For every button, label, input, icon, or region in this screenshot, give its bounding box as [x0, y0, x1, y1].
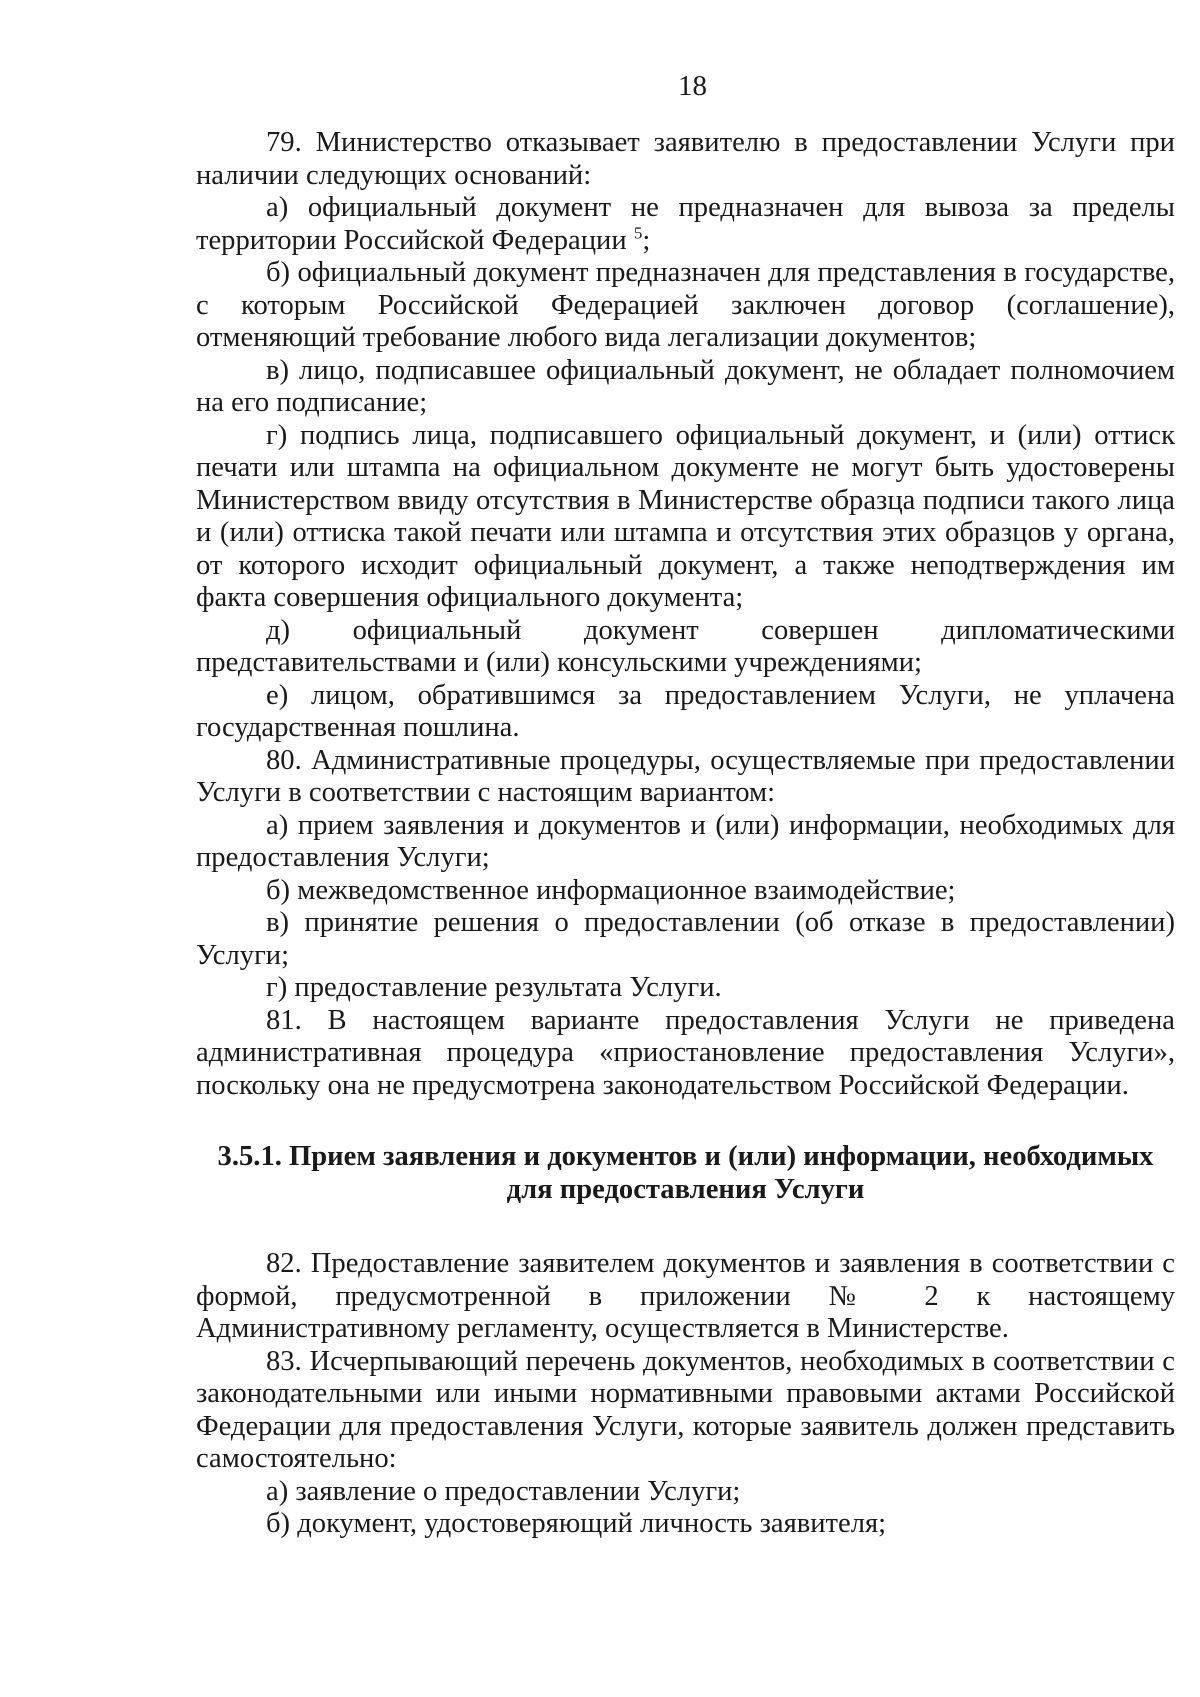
- page-number: 18: [678, 70, 707, 102]
- item-79-g: г) подпись лица, подписавшего официальный документ, и (или) оттиск печати или штампа на официальном документе не могут быть удостоверены Министерством ввиду отсутствия в Министерстве образца подписи такого лица и (или) оттиска такой печати или штампа и отсутствия этих образцов у органа, от которого исходит официальный документ, а также неподтверждения им факта совершения официального документа;: [196, 419, 1175, 613]
- paragraph-83: 83. Исчерпывающий перечень документов, необходимых в соответствии с законодательными или иными нормативными правовыми актами Российской Федерации для предоставления Услуги, которые заявитель должен представить самостоятельно:: [196, 1345, 1175, 1474]
- section-heading-line-2: для предоставления Услуги: [506, 1173, 865, 1205]
- item-83-a: а) заявление о предоставлении Услуги;: [266, 1475, 741, 1507]
- document-body: [196, 127, 1175, 1541]
- item-79-a: [196, 192, 1175, 257]
- item-79-a-tail: ;: [642, 224, 651, 256]
- paragraph-80: 80. Административные процедуры, осуществляемые при предоставлении Услуги в соответствии с настоящим вариантом:: [196, 744, 1175, 808]
- item-79-d: д) официальный документ совершен дипломатическими представительствами и (или) консульскими учреждениями;: [196, 614, 1175, 678]
- paragraph-81: 81. В настоящем варианте предоставления Услуги не приведена административная процедура «приостановление предоставления Услуги», поскольку она не предусмотрена законодательством Российской Федерации.: [196, 1004, 1175, 1101]
- item-79-v: в) лицо, подписавшее официальный документ, не обладает полномочием на его подписание;: [196, 354, 1175, 418]
- paragraph-79: 79. Министерство отказывает заявителю в предоставлении Услуги при наличии следующих оснований:: [196, 127, 1175, 191]
- item-80-v: в) принятие решения о предоставлении (об отказе в предоставлении) Услуги;: [196, 907, 1175, 971]
- item-83-b: б) документ, удостоверяющий личность заявителя;: [266, 1508, 887, 1539]
- item-79-b: б) официальный документ предназначен для представления в государстве, с которым Российской Федерацией заключен договор (соглашение), отменяющий требование любого вида легализации документов;: [196, 257, 1175, 353]
- footnote-ref-5: 5: [633, 222, 643, 242]
- section-heading-line-1: 3.5.1. Прием заявления и документов и (или) информации, необходимых: [217, 1141, 1154, 1172]
- item-79-e: е) лицом, обратившимся за предоставлением Услуги, не уплачена государственная пошлина.: [196, 679, 1175, 743]
- item-80-g: г) предоставление результата Услуги.: [266, 972, 722, 1003]
- paragraph-82: 82. Предоставление заявителем документов и заявления в соответствии с формой, предусмотренной в приложении № 2 к настоящему Административному регламенту, осуществляется в Министерстве.: [196, 1248, 1175, 1344]
- item-79-a-text: а) официальный документ не предназначен для вывоза за пределы территории Российской Федерации: [196, 192, 1175, 256]
- item-80-a: а) прием заявления и документов и (или) информации, необходимых для предоставления Услуги;: [196, 809, 1175, 873]
- section-heading-3-5-1: [196, 1141, 1175, 1206]
- item-80-b: б) межведомственное информационное взаимодействие;: [266, 874, 956, 906]
